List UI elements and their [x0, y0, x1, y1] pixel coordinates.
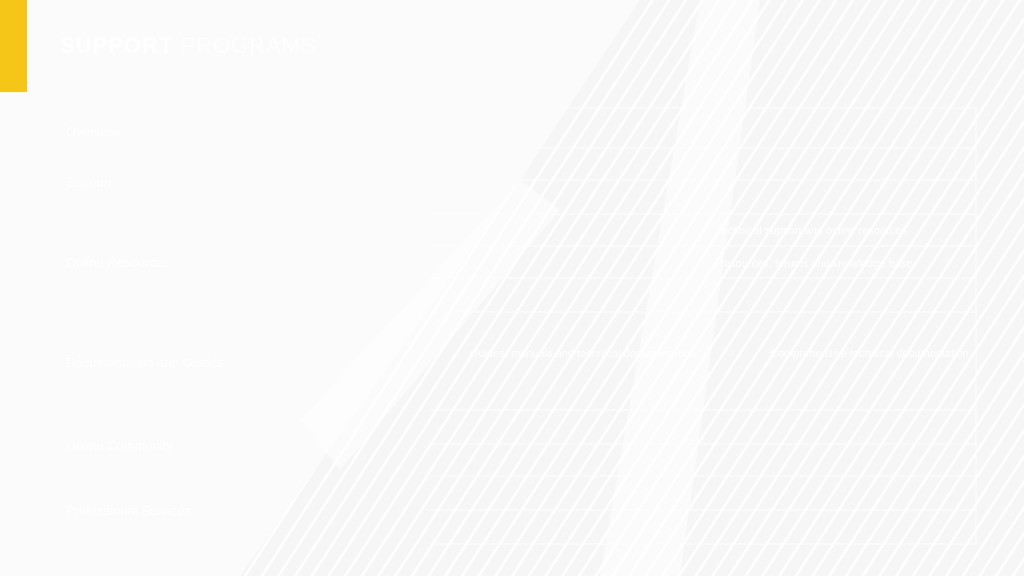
- row-label: Online Community: [66, 438, 173, 453]
- table-cell: Technical support and online resources: [716, 225, 907, 237]
- table-cell: Comprehensive technical documentation: [770, 348, 969, 360]
- accent-bar: [0, 0, 27, 92]
- row-label: Overview: [66, 124, 121, 139]
- slide-title-rest: PROGRAMS: [173, 33, 317, 58]
- table-cell: Guides, manuals and technical documentation: [470, 348, 696, 360]
- slide-title-main: SUPPORT: [60, 33, 174, 58]
- row-label: Support: [66, 175, 112, 190]
- slide-title: [60, 33, 317, 59]
- table-cell: Resources, forums and knowledge base: [716, 258, 913, 270]
- row-label: Online Resources: [66, 255, 170, 270]
- row-label: Professional Services: [66, 503, 191, 518]
- row-label: Documentation and Guides: [66, 355, 224, 370]
